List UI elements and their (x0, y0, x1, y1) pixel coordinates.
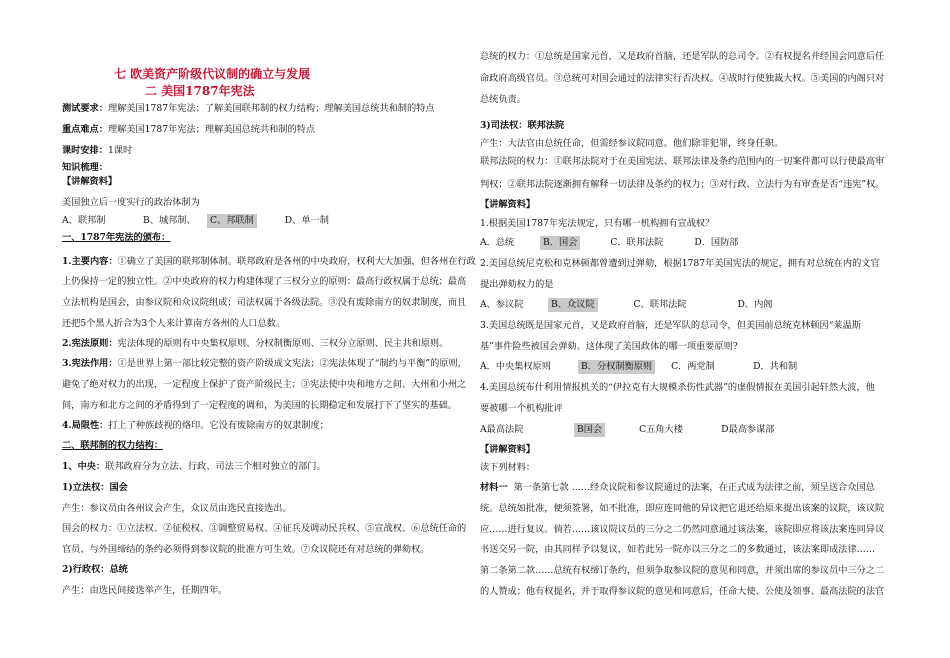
s1-role-line: 3.宪法作用：①是世界上第一部比较完整的资产阶级成文宪法；②宪法体现了“制约与平衡”的原则， (62, 358, 467, 369)
test-requirements: 测试要求：理解美国1787年宪法；了解美国联邦制的权力结构；理解美国总统共和制的特点 (62, 103, 435, 114)
material-1-line: 书送交另一院，由其同样予以复议，如若此另一院亦以三分之二的多数通过，该法案即成法律…… (480, 544, 876, 555)
material-1-line: 统。总统如批准，便须签署，如不批准，即应连同他的异议把它退还给原来提出该案的议院，该议院 (480, 503, 885, 514)
legislative-heading: 1)立法权：国会 (62, 482, 128, 493)
question-4-line: 要被哪一个机构批评 (480, 403, 563, 414)
question-2-options (480, 298, 772, 312)
s1-role-line: 间，南方和北方之间的矛盾得到了一定程度的调和，为美国的长期稳定和发展打下了坚实的基础。 (62, 400, 458, 411)
q0-option-c-highlighted: C、邦联制 (207, 214, 257, 228)
q0-option-d: D、单一制 (284, 215, 329, 226)
executive-origin: 产生：由选民间接选举产生，任期四年。 (62, 585, 228, 596)
material-1-line: 材料一 第一条第七款 ……经众议院和参议院通过的法案，在正式成为法律之前，须呈送合众国总 (480, 482, 875, 493)
legislative-powers-line: 官员、与外国缔结的条约必须得到参议院的批准方可生效。⑦众议院还有对总统的弹劾权。 (62, 544, 430, 555)
judicial-origin: 产生：大法官由总统任命，但需经参议院同意。他们除非犯罪，终身任职。 (480, 138, 784, 149)
q2-option-c: C、联邦法院 (633, 299, 687, 310)
q4-option-a: A最高法院 (480, 424, 524, 435)
section-2-heading: 二、联邦制的权力结构： (62, 440, 164, 451)
president-powers-line: 总统的权力：①总统是国家元首，又是政府首脑，还是军队的总司令。②有权提名并经国会同意后任 (480, 51, 885, 62)
q1-option-a: A．总统 (480, 237, 515, 248)
q3-option-a: A．中央集权原则 (480, 361, 551, 372)
q3-option-c: C．两党制 (671, 361, 715, 372)
q1-option-d: D．国防部 (694, 237, 739, 248)
q3-option-d: D．共和制 (753, 361, 798, 372)
q4-option-d: D最高参谋部 (721, 424, 775, 435)
s1-role-line: 避免了绝对权力的出现，一定程度上保护了资产阶级民主；③宪法使中央和地方之间、大州和小州之 (62, 379, 467, 390)
material-1-line: 的人赞成；他有权提名，并于取得参议院的意见和同意后，任命大使、公使及领事、最高法院的法官 (480, 586, 885, 597)
legislative-powers-line: 国会的权力：①立法权、②征税权、③调整贸易权、④征兵及调动民兵权、⑤宣战权、⑥总统任命的 (62, 523, 467, 534)
question-3-line: 3.美国总统既是国家元首，又是政府首脑，还是军队的总司令，但美国前总统克林顿因“莱温斯 (480, 320, 861, 331)
q4-option-b-highlighted: B国会 (574, 423, 605, 437)
key-points: 重点难点：理解美国1787年宪法；理解美国总统共和制的特点 (62, 124, 316, 135)
s1-limitations: 4.局限性：打上了种族歧视的烙印。它没有废除南方的奴隶制度； (62, 420, 329, 431)
lesson-title: 二 美国1787年宪法 (145, 84, 255, 98)
q2-option-a: A、参议院 (480, 299, 524, 310)
q0-option-b: B、城邦制、 (143, 215, 196, 226)
question-1-options (480, 236, 738, 250)
material-heading-3: 【讲解资料】 (480, 444, 536, 455)
president-powers-line: 命政府高级官员。③总统可对国会通过的法律实行否决权。④战时行使独裁大权。⑤美国的内阁只对 (480, 73, 885, 84)
question-2-line: 提出弹劾权力的是 (480, 279, 554, 290)
question-3-line: 基”事件险些被国会弹劾。这体现了美国政体的哪一项重要原则? (480, 341, 738, 352)
material-1-line: 应……进行复议。倘若……该议院议员的三分之二仍然同意通过该法案，该院即应将该法案连同异议 (480, 524, 885, 535)
president-powers-line: 总统负责。 (480, 94, 526, 105)
read-instruction: 读下列材料： (480, 462, 536, 473)
question-4-options (480, 423, 774, 437)
q1-option-c: C．联邦法院 (610, 237, 664, 248)
question-0-options (62, 214, 329, 228)
knowledge-heading: 知识梳理： (62, 162, 108, 173)
question-1: 1.根据美国1787年宪法规定，只有哪一机构拥有宣战权？ (480, 218, 715, 229)
executive-heading: 2)行政权：总统 (62, 564, 128, 575)
question-3-options (480, 360, 797, 374)
q3-option-b-highlighted: B．分权制衡原则 (578, 360, 655, 374)
q4-option-c: C五角大楼 (639, 424, 683, 435)
q1-option-b-highlighted: B．国会 (540, 236, 580, 250)
material-heading-2: 【讲解资料】 (480, 199, 536, 210)
material-1-line: 第二条第二款……总统有权缔订条约，但须争取参议院的意见和同意，并须出席的参议员中三分之二 (480, 565, 885, 576)
q0-option-a: A、联邦制 (62, 215, 106, 226)
material-heading-1: 【讲解资料】 (62, 176, 118, 187)
s1-content-line: 上仍保持一定的独立性。②中央政府的权力构建体现了三权分立的原则：最高行政权属于总统；最高 (62, 276, 467, 287)
judicial-powers-line: 判权；②联邦法院逐渐拥有解释一切法律及条约的权力；③对行政、立法行为有审查是否“违宪”权。 (480, 179, 885, 190)
s2-central: 1、中央：联邦政府分为立法、行政、司法三个相对独立的部门。 (62, 461, 326, 472)
question-0: 美国独立后一度实行的政治体制为 (62, 197, 200, 208)
q2-option-d: D、内阁 (737, 299, 773, 310)
q2-option-b-highlighted: B、众议院 (548, 298, 598, 312)
s1-content-line: 1.主要内容：①确立了美国的联邦制体制。联邦政府是各州的中央政府，权利大大加强，但各州在行政 (62, 256, 476, 267)
legislative-origin: 产生：参议员由各州议会产生，众议员由选民直接选出。 (62, 503, 292, 514)
s1-content-line: 立法机构是国会，由参议院和众议院组成；司法权属于各级法院。③没有废除南方的奴隶制度，而且 (62, 297, 467, 308)
question-4-line: 4.美国总统布什利用情报机关的“伊拉克有大规模杀伤性武器”的虚假情报在美国引起轩然大波，他 (480, 382, 875, 393)
class-hours: 课时安排：1课时 (62, 145, 133, 156)
section-1-heading: 一、1787年宪法的颁布： (62, 232, 171, 243)
question-2-line: 2.美国总统尼克松和克林顿都曾遭到过弹劾，根据1787年美国宪法的规定，拥有对总统在内的文官 (480, 258, 880, 269)
judicial-powers-line: 联邦法院的权力：①联邦法院对于在美国宪法、联邦法律及条约范围内的一切案件都可以行使最高审 (480, 156, 885, 167)
s1-content-line: 还把5个黑人折合为3个人来计算南方各州的人口总数。 (62, 318, 286, 329)
chapter-title: 七 欧美资产阶级代议制的确立与发展 (114, 67, 311, 81)
s1-principles: 2.宪法原则：宪法体现的原则有中央集权原则、分权制衡原则、三权分立原则、民主共和原则。 (62, 338, 449, 349)
judicial-heading: 3)司法权：联邦法院 (480, 120, 565, 131)
